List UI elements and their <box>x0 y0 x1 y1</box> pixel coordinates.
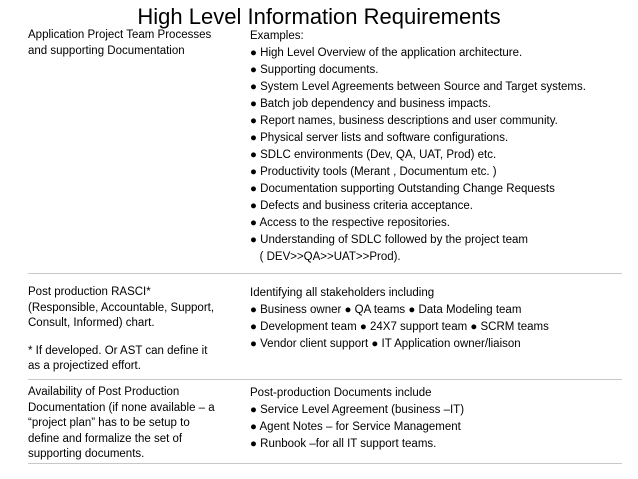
requirement-details <box>250 385 622 453</box>
label-line: Availability of Post Production <box>28 386 180 398</box>
requirement-label <box>28 28 240 59</box>
bullet-item: ● Report names, business descriptions and user community. <box>250 115 558 127</box>
requirement-row <box>28 28 622 274</box>
bullet-item: ● Batch job dependency and business impacts. <box>250 98 491 110</box>
bullet-item: ● Vendor client support ● IT Application owner/liaison <box>250 338 521 350</box>
footnote-line: as a projectized effort. <box>28 360 141 372</box>
footnote-line: * If developed. Or AST can define it <box>28 344 208 357</box>
bullet-item: ● Defects and business criteria acceptance. <box>250 200 474 212</box>
requirement-details <box>250 285 622 353</box>
bullet-item: ● Business owner ● QA teams ● Data Modeling team <box>250 304 522 316</box>
bullet-item: ● Documentation supporting Outstanding Change Requests <box>250 183 555 195</box>
bullet-item: ● SDLC environments (Dev, QA, UAT, Prod) etc. <box>250 149 497 161</box>
details-heading: Post-production Documents include <box>250 387 432 399</box>
bullet-item: ● High Level Overview of the application architecture. <box>250 47 523 59</box>
bullet-item: ● Physical server lists and software configurations. <box>250 132 509 144</box>
footnote <box>28 344 240 375</box>
label-line: supporting documents. <box>28 448 145 460</box>
label-line: define and formalize the set of <box>28 432 183 445</box>
requirement-row <box>28 285 622 380</box>
bullet-item: ● Supporting documents. <box>250 64 379 76</box>
bullet-continuation: ( DEV>>QA>>UAT>>Prod). <box>250 251 401 263</box>
requirement-details <box>250 28 622 266</box>
requirement-row <box>28 385 622 464</box>
label-line: “project plan” has to be setup to <box>28 417 190 429</box>
bullet-item: ● Understanding of SDLC followed by the project team <box>250 234 528 246</box>
label-line: (Responsible, Accountable, Support, <box>28 301 215 314</box>
details-heading: Examples: <box>250 30 304 42</box>
page-title: High Level Information Requirements <box>137 4 501 29</box>
details-heading: Identifying all stakeholders including <box>250 287 435 299</box>
label-line: Consult, Informed) chart. <box>28 317 155 329</box>
requirement-label <box>28 285 240 375</box>
requirement-label <box>28 385 240 463</box>
label-line: Post production RASCI* <box>28 286 151 298</box>
bullet-item: ● Development team ● 24X7 support team ● SCRM teams <box>250 321 549 333</box>
bullet-item: ● System Level Agreements between Source and Target systems. <box>250 81 586 93</box>
bullet-item: ● Service Level Agreement (business –IT) <box>250 404 465 416</box>
bullet-item: ● Runbook –for all IT support teams. <box>250 438 437 450</box>
label-line: Application Project Team Processes <box>28 29 212 41</box>
bullet-item: ● Agent Notes – for Service Management <box>250 421 461 433</box>
label-line: and supporting Documentation <box>28 44 185 57</box>
label-line: Documentation (if none available – a <box>28 401 215 414</box>
bullet-item: ● Access to the respective repositories. <box>250 217 450 229</box>
bullet-item: ● Productivity tools (Merant , Documentum etc. ) <box>250 166 497 178</box>
